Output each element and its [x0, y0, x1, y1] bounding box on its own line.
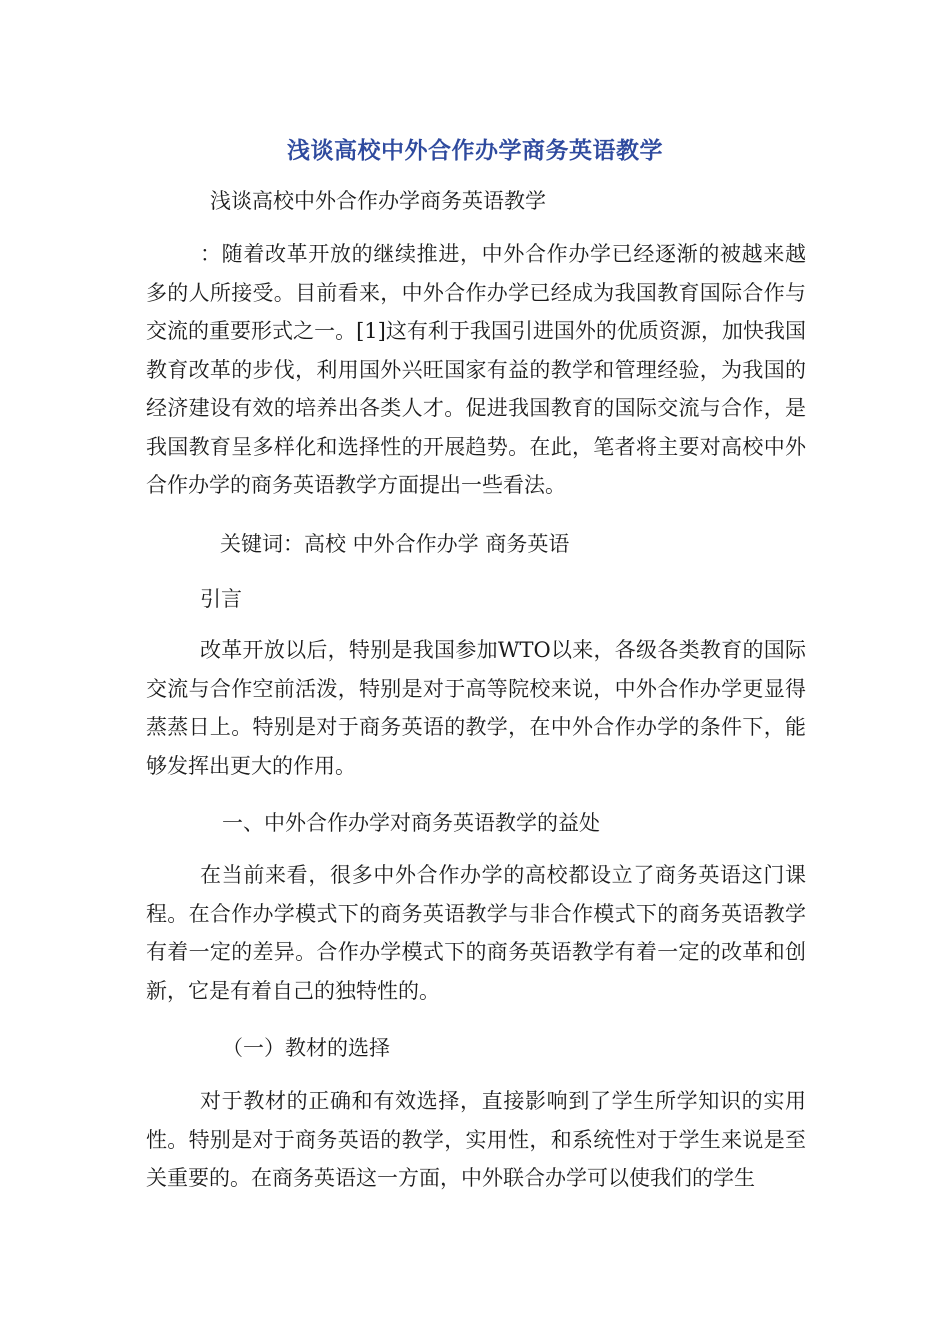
document-subtitle: 浅谈高校中外合作办学商务英语教学	[210, 189, 546, 213]
section1-heading: 一、中外合作办学对商务英语教学的益处	[222, 811, 600, 835]
intro-paragraph: 改革开放以后，特别是我国参加WTO以来，各级各类教育的国际交流与合作空前活泼，特别是对于高等院校来说，中外合作办学更显得蒸蒸日上。特别是对于商务英语的教学，在中外合作办学的条件下，能够发挥出更大的作用。	[146, 638, 806, 778]
keywords-line: 关键词：高校 中外合作办学 商务英语	[220, 532, 570, 556]
intro-heading: 引言	[200, 587, 242, 611]
subsection1-heading: （一）教材的选择	[222, 1036, 390, 1060]
subsection1-paragraph: 对于教材的正确和有效选择，直接影响到了学生所学知识的实用性。特别是对于商务英语的教学，实用性，和系统性对于学生来说是至关重要的。在商务英语这一方面，中外联合办学可以使我们的学生	[146, 1089, 806, 1190]
document-title: 浅谈高校中外合作办学商务英语教学	[287, 138, 663, 164]
section1-paragraph: 在当前来看，很多中外合作办学的高校都设立了商务英语这门课程。在合作办学模式下的商务英语教学与非合作模式下的商务英语教学有着一定的差异。合作办学模式下的商务英语教学有着一定的改革和创新，它是有着自己的独特性的。	[146, 863, 806, 1003]
abstract-paragraph: ：随着改革开放的继续推进，中外合作办学已经逐渐的被越来越多的人所接受。目前看来，中外合作办学已经成为我国教育国际合作与交流的重要形式之一。[1]这有利于我国引进国外的优质资源，加快我国教育改革的步伐，利用国外兴旺国家有益的教学和管理经验，为我国的经济建设有效的培养出各类人才。促进我国教育的国际交流与合作，是我国教育呈多样化和选择性的开展趋势。在此，笔者将主要对高校中外合作办学的商务英语教学方面提出一些看法。	[146, 242, 806, 497]
